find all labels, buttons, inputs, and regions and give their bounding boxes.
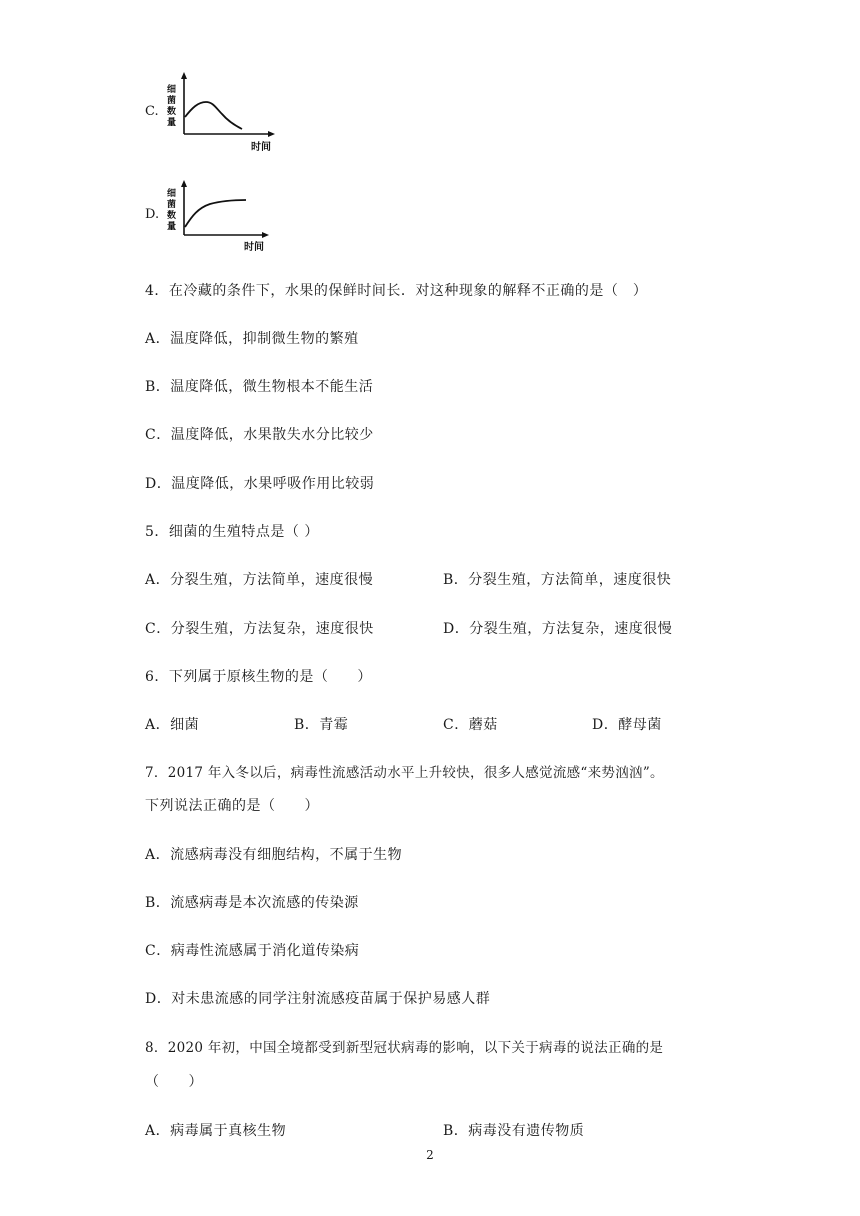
question-7-stem-line-2: 下列说法正确的是（ ） [145,798,319,814]
question-4-option-b: B．温度降低，微生物根本不能生活 [145,379,374,395]
graph-c-ylabel-char: 细 [167,85,177,95]
question-8-stem-line-1: 8．2020 年初，中国全境都受到新型冠状病毒的影响，以下关于病毒的说法正确的是 [145,1040,664,1056]
question-7-option-b: B．流感病毒是本次流感的传染源 [145,895,359,911]
graph-d-ylabel [167,187,176,232]
graph-d-ylabel-char: 菌 [167,200,177,210]
question-6-option-a: A．细菌 [145,717,200,733]
question-5-stem: 5．细菌的生殖特点是（ ） [145,524,319,540]
graph-c-x-arrow [268,131,275,137]
graph-d [166,180,276,254]
question-7-option-d: D．对未患流感的同学注射流感疫苗属于保护易感人群 [145,991,491,1007]
question-6-option-b: B．青霉 [294,717,349,733]
question-5-option-c: C．分裂生殖，方法复杂，速度很快 [145,621,374,637]
graph-c-curve [185,102,242,129]
page-number: 2 [426,1148,434,1162]
question-4-option-c: C．温度降低，水果散失水分比较少 [145,427,374,443]
question-8-stem-line-2: （ ） [145,1074,203,1090]
question-5-option-a: A．分裂生殖，方法简单，速度很慢 [145,572,374,588]
graph-c-ylabel-char: 量 [167,118,177,128]
graph-d-x-arrow [262,232,269,238]
question-7-option-a: A．流感病毒没有细胞结构，不属于生物 [145,847,403,863]
graph-d-ylabel-char: 量 [167,222,177,232]
graph-d-curve [185,200,246,227]
graph-c-xlabel: 时间 [251,142,271,153]
graph-d-ylabel-char: 细 [167,189,177,199]
question-5-option-b: B．分裂生殖，方法简单，速度很快 [443,572,672,588]
question-6-option-c: C．蘑菇 [443,717,498,733]
graph-c-label: C. [145,104,159,119]
question-7-option-c: C．病毒性流感属于消化道传染病 [145,943,360,959]
question-4-option-a: A．温度降低，抑制微生物的繁殖 [145,331,359,347]
question-6-option-d: D．酵母菌 [592,717,662,733]
graph-d-xlabel: 时间 [244,242,264,253]
graph-c-ylabel-char: 数 [167,107,177,117]
question-8-option-a: A．病毒属于真核生物 [145,1123,287,1139]
graph-c-y-arrow [181,72,187,79]
graph-d-y-arrow [181,180,187,187]
question-7-stem-line-1: 7．2017 年入冬以后，病毒性流感活动水平上升较快，很多人感觉流感“来势汹汹”。 [145,765,664,781]
question-5-option-d: D．分裂生殖，方法复杂，速度很慢 [443,621,673,637]
question-4-option-d: D．温度降低，水果呼吸作用比较弱 [145,476,375,492]
graph-c [166,72,281,154]
graph-c-ylabel-char: 菌 [167,96,177,106]
question-4-stem: 4．在冷藏的条件下，水果的保鲜时间长．对这种现象的解释不正确的是（ ） [145,283,648,299]
question-6-stem: 6．下列属于原核生物的是（ ） [145,669,372,685]
graph-d-ylabel-char: 数 [167,211,177,221]
graph-d-label: D. [145,207,160,222]
graph-c-ylabel [167,83,176,128]
question-8-option-b: B．病毒没有遗传物质 [443,1123,585,1139]
